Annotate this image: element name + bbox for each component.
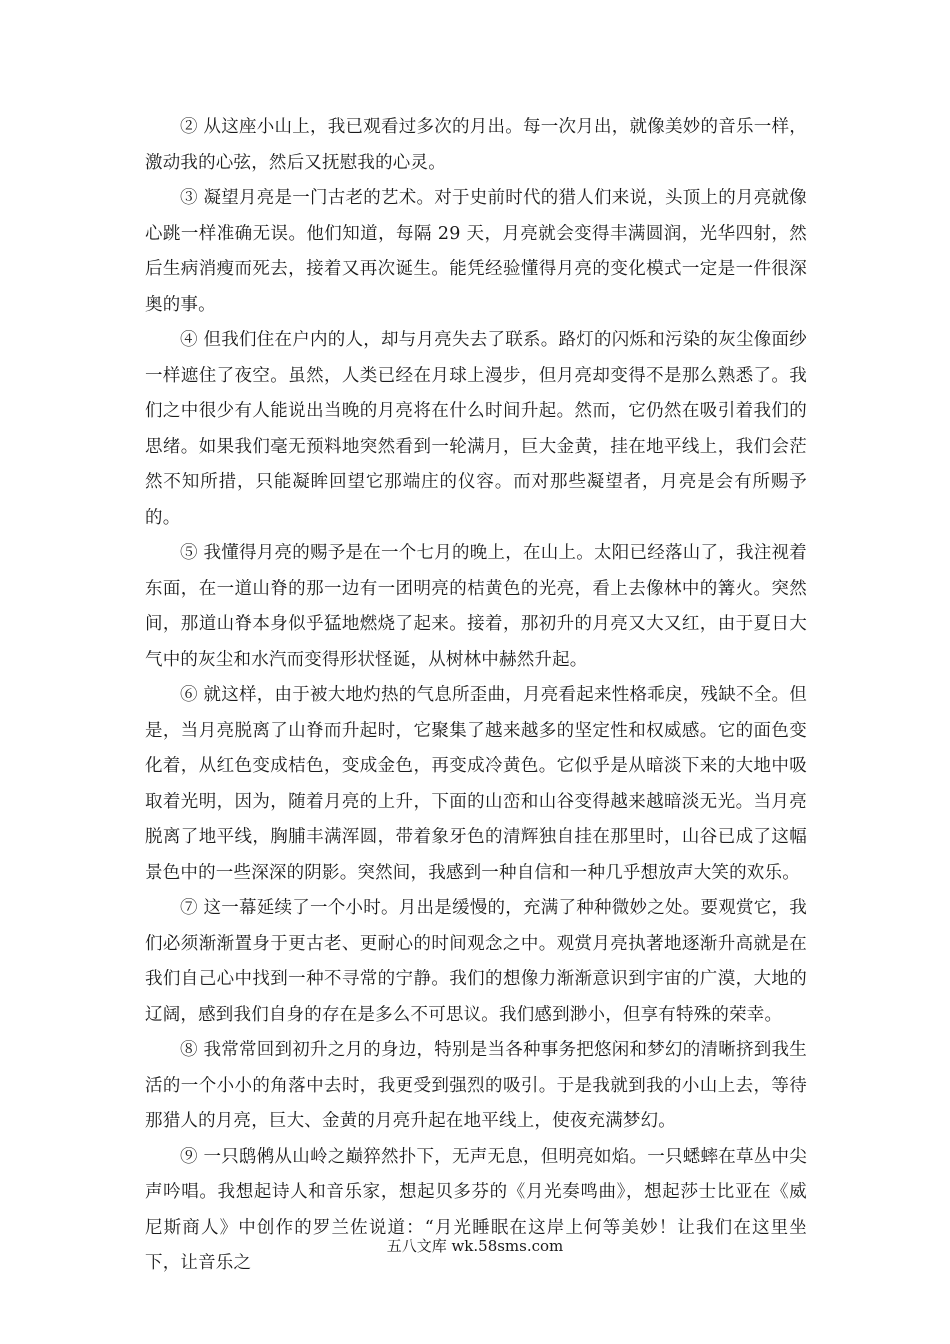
paragraph-4: ④ 但我们住在户内的人，却与月亮失去了联系。路灯的闪烁和污染的灰尘像面纱一样遮住了夜空。虽然，人类已经在月球上漫步，但月亮却变得不是那么熟悉了。我们之中很少有人能说出当晚的月亮将在什么时间升起。然而，它仍然在吸引着我们的思绪。如果我们毫无预料地突然看到一轮满月，巨大金黄，挂在地平线上，我们会茫然不知所措，只能凝眸回望它那端庄的仪容。而对那些凝望者，月亮是会有所赐予的。: [145, 330, 807, 528]
paragraph-3: ③ 凝望月亮是一门古老的艺术。对于史前时代的猎人们来说，头顶上的月亮就像心跳一样准确无误。他们知道，每隔 29 天，月亮就会变得丰满圆润，光华四射，然后生病消瘦而死去，接着又再次诞生。能凭经验懂得月亮的变化模式一定是一件很深奥的事。: [145, 188, 807, 315]
paragraph-2: ② 从这座小山上，我已观看过多次的月出。每一次月出，就像美妙的音乐一样，激动我的心弦，然后又抚慰我的心灵。: [145, 117, 807, 173]
page-footer-watermark: 五八文库 wk.58sms.com: [386, 1237, 564, 1255]
paragraph-7: ⑦ 这一幕延续了一个小时。月出是缓慢的，充满了种种微妙之处。要观赏它，我们必须渐渐置身于更古老、更耐心的时间观念之中。观赏月亮执著地逐渐升高就是在我们自己心中找到一种不寻常的宁静。我们的想像力渐渐意识到宇宙的广漠，大地的辽阔，感到我们自身的存在是多么不可思议。我们感到渺小，但享有特殊的荣幸。: [145, 898, 807, 1025]
paragraph-5: ⑤ 我懂得月亮的赐予是在一个七月的晚上，在山上。太阳已经落山了，我注视着东面，在一道山脊的那一边有一团明亮的桔黄色的光亮，看上去像林中的篝火。突然间，那道山脊本身似乎猛地燃烧了起来。接着，那初升的月亮又大又红，由于夏日大气中的灰尘和水汽而变得形状怪诞，从树林中赫然升起。: [145, 543, 807, 670]
paragraph-9: ⑨ 一只鸱鸺从山岭之巅猝然扑下，无声无息，但明亮如焰。一只蟋蟀在草丛中尖声吟唱。我想起诗人和音乐家，想起贝多芬的《月光奏鸣曲》，想起莎士比亚在《威尼斯商人》中创作的罗兰佐说道：“月光睡眠在这岸上何等美妙！让我们在这里坐下，让音乐之: [145, 1146, 807, 1273]
paragraph-8: ⑧ 我常常回到初升之月的身边，特别是当各种事务把悠闲和梦幻的清晰挤到我生活的一个小小的角落中去时，我更受到强烈的吸引。于是我就到我的小山上去，等待那猎人的月亮，巨大、金黄的月亮升起在地平线上，使夜充满梦幻。: [145, 1040, 807, 1131]
paragraph-6: ⑥ 就这样，由于被大地灼热的气息所歪曲，月亮看起来性格乖戾，残缺不全。但是，当月亮脱离了山脊而升起时，它聚集了越来越多的坚定性和权威感。它的面色变化着，从红色变成桔色，变成金色，再变成冷黄色。它似乎是从暗淡下来的大地中吸取着光明，因为，随着月亮的上升，下面的山峦和山谷变得越来越暗淡无光。当月亮脱离了地平线，胸脯丰满浑圆，带着象牙色的清辉独自挂在那里时，山谷已成了这幅景色中的一些深深的阴影。突然间，我感到一种自信和一种几乎想放声大笑的欢乐。: [145, 685, 807, 883]
document-body: [145, 110, 807, 1282]
